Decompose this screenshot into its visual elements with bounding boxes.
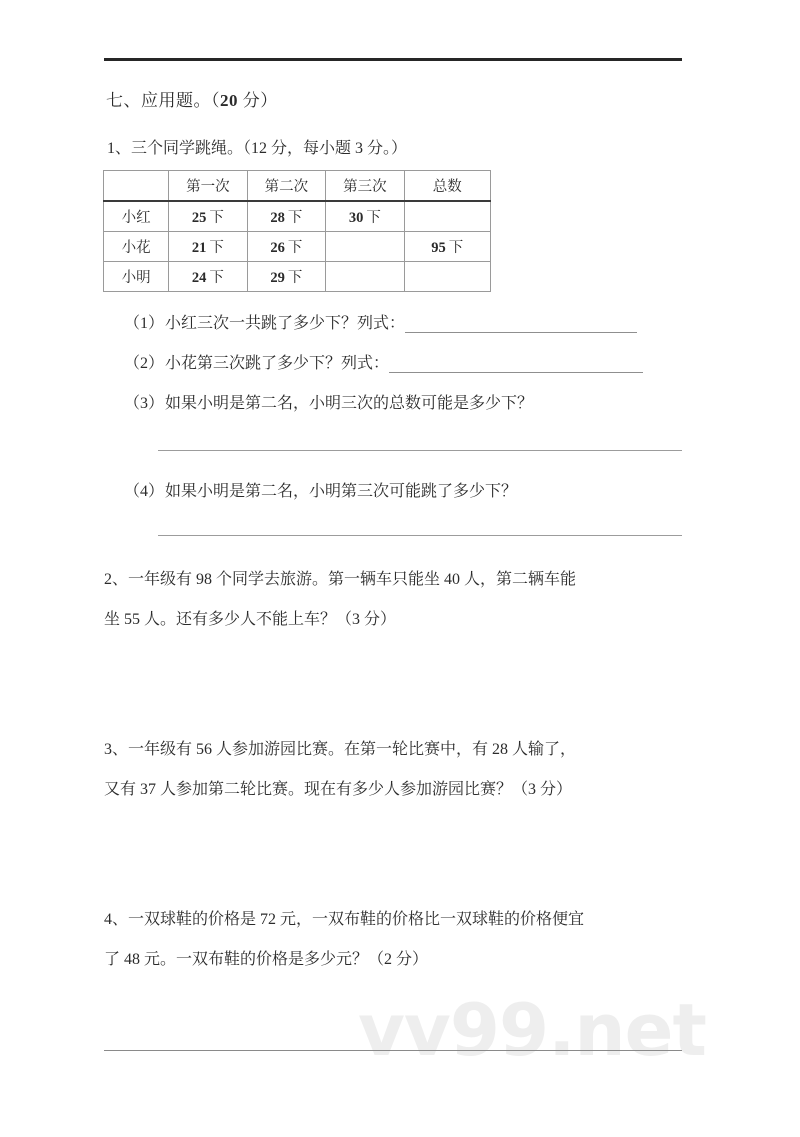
- table-header-row: [104, 171, 491, 202]
- page-top-rule: [104, 58, 682, 61]
- sub-question-3-answer-line[interactable]: [158, 450, 682, 451]
- sub-question-2-answer-blank[interactable]: [389, 358, 643, 373]
- problem-3-line-2: 又有 37 人参加第二轮比赛。现在有多少人参加游园比赛？（3 分）: [104, 781, 573, 798]
- table-header-first: 第一次: [169, 171, 247, 202]
- section-heading-points: 20: [220, 91, 238, 110]
- sub-question-2-label: （2）: [124, 355, 165, 372]
- row-total-value: [404, 232, 490, 262]
- row-first-value: [169, 201, 247, 232]
- sub-question-1: [124, 310, 637, 333]
- unit: 下: [287, 270, 303, 286]
- value: 95: [431, 240, 446, 256]
- site-watermark: vv99.net: [358, 988, 706, 1072]
- section-heading-tail: 分）: [238, 91, 278, 110]
- row-name: 小花: [104, 232, 169, 262]
- row-first-value: [169, 232, 247, 262]
- sub-question-1-label: （1）: [124, 315, 165, 332]
- table-header-second: 第二次: [247, 171, 325, 202]
- jump-rope-score-table: [103, 170, 491, 292]
- sub-question-4-answer-line[interactable]: [158, 535, 682, 536]
- table-row: [104, 201, 491, 232]
- problem-1-prompt: 1、三个同学跳绳。（12 分，每小题 3 分。）: [107, 140, 408, 157]
- row-name: 小明: [104, 262, 169, 292]
- table-row: [104, 262, 491, 292]
- unit: 下: [287, 210, 303, 226]
- unit: 下: [366, 210, 381, 226]
- problem-2: [104, 560, 684, 640]
- problem-4-line-2: 了 48 元。一双布鞋的价格是多少元？（2 分）: [104, 951, 429, 968]
- unit: 下: [287, 240, 303, 256]
- row-total-value: [404, 201, 490, 232]
- row-third-value: [326, 232, 404, 262]
- table-header-blank: [104, 171, 169, 202]
- value: 29: [270, 270, 285, 286]
- unit: 下: [448, 240, 464, 256]
- sub-question-3-text: 如果小明是第二名，小明三次的总数可能是多少下？: [165, 395, 534, 412]
- problem-2-line-2: 坐 55 人。还有多少人不能上车？（3 分）: [104, 611, 397, 628]
- problem-3-line-1: 3、一年级有 56 人参加游园比赛。在第一轮比赛中，有 28 人输了，: [104, 741, 577, 758]
- problem-4-line-1: 4、一双球鞋的价格是 72 元，一双布鞋的价格比一双球鞋的价格便宜: [104, 911, 585, 928]
- page-bottom-rule: [104, 1050, 682, 1051]
- unit: 下: [209, 240, 224, 256]
- row-total-value: [404, 262, 490, 292]
- value: 21: [191, 240, 207, 256]
- sub-question-4-label: （4）: [124, 483, 165, 500]
- sub-question-1-answer-blank[interactable]: [405, 318, 637, 333]
- sub-question-4: [124, 478, 517, 501]
- row-third-value: [326, 201, 404, 232]
- value: 30: [348, 210, 364, 226]
- problem-2-line-1: 2、一年级有 98 个同学去旅游。第一辆车只能坐 40 人，第二辆车能: [104, 571, 577, 588]
- sub-question-4-text: 如果小明是第二名，小明第三次可能跳了多少下？: [165, 483, 518, 500]
- value: 26: [270, 240, 285, 256]
- table-header-third: 第三次: [326, 171, 404, 202]
- row-second-value: [247, 201, 325, 232]
- problem-3: [104, 730, 684, 810]
- sub-question-1-text: 小红三次一共跳了多少下？列式：: [165, 315, 406, 332]
- unit: 下: [209, 270, 224, 286]
- value: 25: [191, 210, 207, 226]
- table-header-total: 总数: [404, 171, 490, 202]
- value: 28: [270, 210, 285, 226]
- sub-question-2-text: 小花第三次跳了多少下？列式：: [165, 355, 390, 372]
- sub-question-2: [124, 350, 643, 373]
- row-second-value: [247, 232, 325, 262]
- section-heading: [106, 86, 278, 111]
- row-third-value: [326, 262, 404, 292]
- row-second-value: [247, 262, 325, 292]
- unit: 下: [209, 210, 224, 226]
- row-first-value: [169, 262, 247, 292]
- sub-question-3: [124, 390, 533, 413]
- sub-question-3-label: （3）: [124, 395, 165, 412]
- problem-4: [104, 900, 684, 980]
- row-name: 小红: [104, 201, 169, 232]
- section-heading-label: 七、应用题。（: [106, 91, 220, 110]
- table-row: [104, 232, 491, 262]
- value: 24: [191, 270, 207, 286]
